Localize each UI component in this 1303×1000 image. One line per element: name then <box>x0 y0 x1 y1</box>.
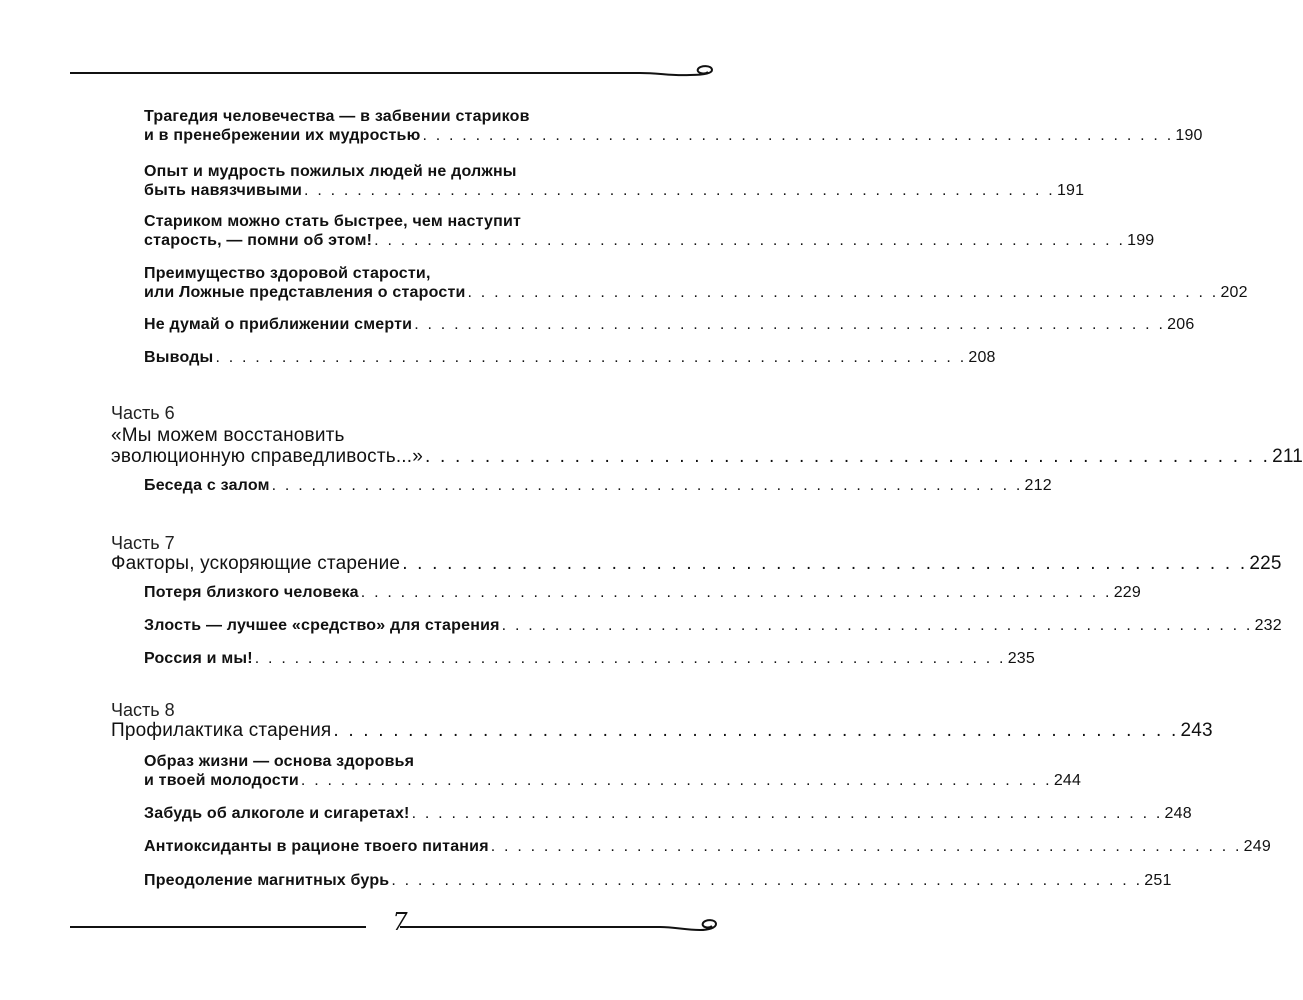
page-ref: 191 <box>1056 182 1085 199</box>
dot-leader: . . . . . . . . . . . . . . . . . . . . . . . . . . . . . . . . . . . . . . . . . . . . . . . . . . . . . . . . . <box>501 617 1253 634</box>
part-label: Часть 8 <box>111 700 175 720</box>
toc-entry-title: Преодоление магнитных бурь <box>144 872 390 889</box>
toc-entry[interactable] <box>144 649 1035 668</box>
dot-leader: . . . . . . . . . . . . . . . . . . . . . . . . . . . . . . . . . . . . . . . . . . . . . . . . . . . . . . . . . <box>467 284 1219 301</box>
toc-part-entry[interactable] <box>111 553 1282 574</box>
toc-entry-title: Преимущество здоровой старости, <box>144 265 431 282</box>
toc-entry-title: и твоей молодости <box>144 772 299 789</box>
dot-leader: . . . . . . . . . . . . . . . . . . . . . . . . . . . . . . . . . . . . . . . . . . . . . . . . . . . . . . . . . <box>425 446 1271 467</box>
toc-entry-title: Потеря близкого человека <box>144 584 359 601</box>
part-title: эволюционную справедливость...» <box>111 446 424 467</box>
toc-entry-title: Выводы <box>144 349 214 366</box>
dot-leader: . . . . . . . . . . . . . . . . . . . . . . . . . . . . . . . . . . . . . . . . . . . . . . . . . . . . . . . . . <box>490 838 1242 855</box>
toc-entry[interactable] <box>144 871 1172 890</box>
toc-entry-title: быть навязчивыми <box>144 182 303 199</box>
part-title: «Мы можем восстановить <box>111 425 345 446</box>
toc-entry[interactable] <box>144 837 1271 856</box>
page-ref: 251 <box>1144 872 1172 889</box>
page-ref: 248 <box>1164 805 1192 822</box>
toc-entry-title: старость, — помни об этом! <box>144 232 373 249</box>
page-ref: 211 <box>1272 446 1303 467</box>
part-title: Факторы, ускоряющие старение <box>111 553 401 574</box>
toc-entry-title: Трагедия человечества — в забвении стариков <box>144 108 530 125</box>
page-ref: 206 <box>1167 316 1195 333</box>
page-ref: 249 <box>1243 838 1271 855</box>
toc-entry-title: Антиоксиданты в рационе твоего питания <box>144 838 489 855</box>
dot-leader: . . . . . . . . . . . . . . . . . . . . . . . . . . . . . . . . . . . . . . . . . . . . . . . . . . . . . . . . . <box>402 553 1248 574</box>
toc-entry[interactable] <box>144 583 1141 602</box>
toc-entry[interactable] <box>144 264 1248 302</box>
dot-leader: . . . . . . . . . . . . . . . . . . . . . . . . . . . . . . . . . . . . . . . . . . . . . . . . . . . . . . . . . <box>391 872 1143 889</box>
dot-leader: . . . . . . . . . . . . . . . . . . . . . . . . . . . . . . . . . . . . . . . . . . . . . . . . . . . . . . . . . <box>333 720 1179 741</box>
part-label: Часть 6 <box>111 403 175 423</box>
toc-entry[interactable] <box>144 107 1203 145</box>
dot-leader: . . . . . . . . . . . . . . . . . . . . . . . . . . . . . . . . . . . . . . . . . . . . . . . . . . . . . . . . . <box>374 232 1126 249</box>
toc-entry[interactable] <box>144 212 1155 250</box>
toc-entry[interactable] <box>144 752 1082 790</box>
page-ref: 229 <box>1113 584 1141 601</box>
toc-part-entry[interactable] <box>111 425 1303 467</box>
page-ref: 190 <box>1175 127 1203 144</box>
toc-entry[interactable] <box>144 804 1192 823</box>
toc-entry-title: Опыт и мудрость пожилых людей не должны <box>144 163 517 180</box>
page-ref: 212 <box>1024 477 1052 494</box>
dot-leader: . . . . . . . . . . . . . . . . . . . . . . . . . . . . . . . . . . . . . . . . . . . . . . . . . . . . . . . . . <box>254 650 1006 667</box>
dot-leader: . . . . . . . . . . . . . . . . . . . . . . . . . . . . . . . . . . . . . . . . . . . . . . . . . . . . . . . . . <box>304 182 1055 199</box>
toc-entry-title: или Ложные представления о старости <box>144 284 466 301</box>
toc-entry[interactable] <box>144 162 1085 200</box>
dot-leader: . . . . . . . . . . . . . . . . . . . . . . . . . . . . . . . . . . . . . . . . . . . . . . . . . . . . . . . . . <box>271 477 1023 494</box>
page-ref: 243 <box>1180 720 1213 741</box>
page-ref: 199 <box>1127 232 1155 249</box>
toc-entry[interactable] <box>144 348 996 367</box>
toc-entry[interactable] <box>144 476 1052 495</box>
page-ref: 208 <box>968 349 996 366</box>
toc-entry-title: Беседа с залом <box>144 477 270 494</box>
toc-part-entry[interactable] <box>111 720 1213 741</box>
toc-entry-title: Стариком можно стать быстрее, чем наступит <box>144 213 522 230</box>
page-ref: 232 <box>1254 617 1282 634</box>
toc-entry-title: Не думай о приближении смерти <box>144 316 413 333</box>
page-ref: 225 <box>1249 553 1282 574</box>
toc-entry-title: и в пренебрежении их мудростью <box>144 127 421 144</box>
page-ref: 244 <box>1053 772 1082 789</box>
dot-leader: . . . . . . . . . . . . . . . . . . . . . . . . . . . . . . . . . . . . . . . . . . . . . . . . . . . . . . . . . <box>414 316 1166 333</box>
page-ref: 202 <box>1220 284 1248 301</box>
dot-leader: . . . . . . . . . . . . . . . . . . . . . . . . . . . . . . . . . . . . . . . . . . . . . . . . . . . . . . . . . <box>360 584 1112 601</box>
part-label: Часть 7 <box>111 533 175 553</box>
toc-entry-title: Россия и мы! <box>144 650 253 667</box>
part-title: Профилактика старения <box>111 720 332 741</box>
toc-entry-title: Злость — лучшее «средство» для старения <box>144 617 500 634</box>
dot-leader: . . . . . . . . . . . . . . . . . . . . . . . . . . . . . . . . . . . . . . . . . . . . . . . . . . . . . . . . . <box>215 349 967 366</box>
toc-entry-title: Образ жизни — основа здоровья <box>144 753 415 770</box>
toc-entry-title: Забудь об алкоголе и сигаретах! <box>144 805 410 822</box>
page-ref: 235 <box>1007 650 1035 667</box>
dot-leader: . . . . . . . . . . . . . . . . . . . . . . . . . . . . . . . . . . . . . . . . . . . . . . . . . . . . . . . . . <box>411 805 1163 822</box>
page-number: 7 <box>392 908 408 936</box>
dot-leader: . . . . . . . . . . . . . . . . . . . . . . . . . . . . . . . . . . . . . . . . . . . . . . . . . . . . . . . . . <box>300 772 1052 789</box>
dot-leader: . . . . . . . . . . . . . . . . . . . . . . . . . . . . . . . . . . . . . . . . . . . . . . . . . . . . . . . . . <box>422 127 1174 144</box>
toc-entry[interactable] <box>144 616 1282 635</box>
toc-entry[interactable] <box>144 315 1195 334</box>
